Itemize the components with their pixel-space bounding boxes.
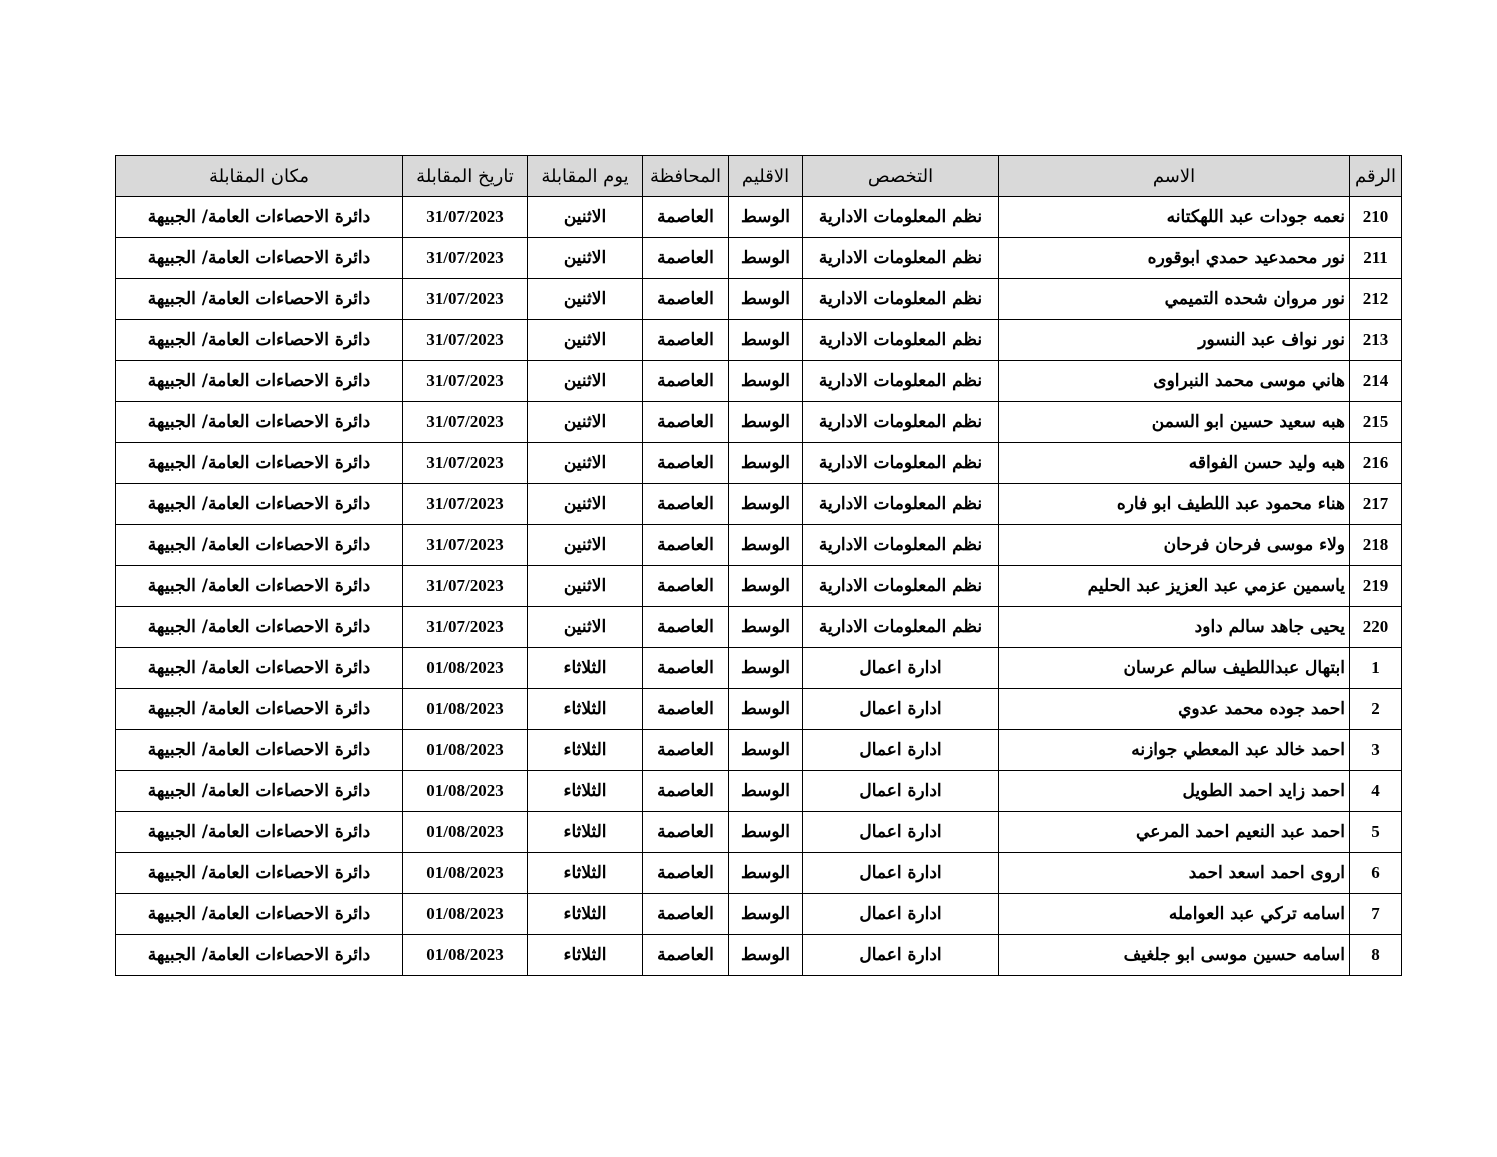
cell-name: احمد زايد احمد الطويل: [999, 771, 1350, 812]
header-region: الاقليم: [729, 156, 803, 197]
cell-region: الوسط: [729, 894, 803, 935]
cell-name: هناء محمود عبد اللطيف ابو فاره: [999, 484, 1350, 525]
header-row: [116, 156, 1402, 197]
cell-specialty: ادارة اعمال: [803, 812, 999, 853]
cell-day: الاثنين: [528, 484, 643, 525]
table-row: [116, 894, 1402, 935]
cell-date: 31/07/2023: [403, 320, 528, 361]
table-row: [116, 853, 1402, 894]
cell-num: 2: [1350, 689, 1402, 730]
cell-place: دائرة الاحصاءات العامة/ الجبيهة: [116, 566, 403, 607]
table-row: [116, 689, 1402, 730]
cell-governorate: العاصمة: [643, 812, 729, 853]
cell-day: الاثنين: [528, 525, 643, 566]
table-row: [116, 935, 1402, 976]
cell-governorate: العاصمة: [643, 484, 729, 525]
cell-governorate: العاصمة: [643, 320, 729, 361]
cell-date: 31/07/2023: [403, 402, 528, 443]
table-row: [116, 402, 1402, 443]
table-body: [116, 197, 1402, 976]
cell-governorate: العاصمة: [643, 402, 729, 443]
table-row: [116, 238, 1402, 279]
cell-governorate: العاصمة: [643, 853, 729, 894]
cell-place: دائرة الاحصاءات العامة/ الجبيهة: [116, 894, 403, 935]
cell-day: الاثنين: [528, 566, 643, 607]
cell-place: دائرة الاحصاءات العامة/ الجبيهة: [116, 197, 403, 238]
cell-day: الثلاثاء: [528, 812, 643, 853]
cell-num: 215: [1350, 402, 1402, 443]
cell-day: الثلاثاء: [528, 730, 643, 771]
cell-place: دائرة الاحصاءات العامة/ الجبيهة: [116, 238, 403, 279]
cell-region: الوسط: [729, 197, 803, 238]
cell-day: الاثنين: [528, 443, 643, 484]
cell-num: 4: [1350, 771, 1402, 812]
cell-region: الوسط: [729, 238, 803, 279]
cell-region: الوسط: [729, 525, 803, 566]
cell-name: نور نواف عبد النسور: [999, 320, 1350, 361]
cell-date: 01/08/2023: [403, 894, 528, 935]
cell-governorate: العاصمة: [643, 771, 729, 812]
cell-day: الثلاثاء: [528, 853, 643, 894]
cell-date: 01/08/2023: [403, 648, 528, 689]
cell-date: 31/07/2023: [403, 607, 528, 648]
cell-place: دائرة الاحصاءات العامة/ الجبيهة: [116, 853, 403, 894]
cell-specialty: نظم المعلومات الادارية: [803, 443, 999, 484]
cell-governorate: العاصمة: [643, 238, 729, 279]
cell-num: 214: [1350, 361, 1402, 402]
cell-specialty: نظم المعلومات الادارية: [803, 320, 999, 361]
cell-num: 7: [1350, 894, 1402, 935]
table-row: [116, 525, 1402, 566]
table-row: [116, 361, 1402, 402]
cell-governorate: العاصمة: [643, 648, 729, 689]
cell-place: دائرة الاحصاءات العامة/ الجبيهة: [116, 484, 403, 525]
cell-place: دائرة الاحصاءات العامة/ الجبيهة: [116, 320, 403, 361]
cell-name: هاني موسى محمد النبراوى: [999, 361, 1350, 402]
cell-name: نور محمدعيد حمدي ابوقوره: [999, 238, 1350, 279]
cell-name: نعمه جودات عبد اللهكتانه: [999, 197, 1350, 238]
header-place: مكان المقابلة: [116, 156, 403, 197]
table-row: [116, 730, 1402, 771]
cell-day: الاثنين: [528, 607, 643, 648]
cell-specialty: نظم المعلومات الادارية: [803, 484, 999, 525]
cell-specialty: نظم المعلومات الادارية: [803, 238, 999, 279]
cell-date: 01/08/2023: [403, 730, 528, 771]
table-row: [116, 197, 1402, 238]
cell-region: الوسط: [729, 648, 803, 689]
table-row: [116, 279, 1402, 320]
cell-region: الوسط: [729, 853, 803, 894]
table-row: [116, 771, 1402, 812]
cell-place: دائرة الاحصاءات العامة/ الجبيهة: [116, 935, 403, 976]
cell-date: 31/07/2023: [403, 279, 528, 320]
document-page: [115, 155, 1401, 976]
cell-place: دائرة الاحصاءات العامة/ الجبيهة: [116, 771, 403, 812]
cell-day: الاثنين: [528, 320, 643, 361]
cell-day: الاثنين: [528, 197, 643, 238]
cell-region: الوسط: [729, 566, 803, 607]
cell-date: 31/07/2023: [403, 525, 528, 566]
cell-region: الوسط: [729, 484, 803, 525]
table-header: [116, 156, 1402, 197]
table-row: [116, 648, 1402, 689]
cell-governorate: العاصمة: [643, 607, 729, 648]
interview-schedule-table: [115, 155, 1402, 976]
cell-specialty: نظم المعلومات الادارية: [803, 607, 999, 648]
cell-region: الوسط: [729, 935, 803, 976]
cell-num: 3: [1350, 730, 1402, 771]
cell-num: 210: [1350, 197, 1402, 238]
header-num: الرقم: [1350, 156, 1402, 197]
cell-specialty: نظم المعلومات الادارية: [803, 279, 999, 320]
cell-region: الوسط: [729, 279, 803, 320]
header-name: الاسم: [999, 156, 1350, 197]
cell-governorate: العاصمة: [643, 730, 729, 771]
cell-specialty: نظم المعلومات الادارية: [803, 566, 999, 607]
cell-place: دائرة الاحصاءات العامة/ الجبيهة: [116, 443, 403, 484]
cell-name: يحيى جاهد سالم داود: [999, 607, 1350, 648]
table-row: [116, 566, 1402, 607]
cell-specialty: ادارة اعمال: [803, 771, 999, 812]
cell-name: اروى احمد اسعد احمد: [999, 853, 1350, 894]
cell-name: ياسمين عزمي عبد العزيز عبد الحليم: [999, 566, 1350, 607]
cell-governorate: العاصمة: [643, 894, 729, 935]
cell-region: الوسط: [729, 443, 803, 484]
header-governorate: المحافظة: [643, 156, 729, 197]
cell-region: الوسط: [729, 402, 803, 443]
cell-region: الوسط: [729, 812, 803, 853]
cell-place: دائرة الاحصاءات العامة/ الجبيهة: [116, 648, 403, 689]
cell-name: احمد عبد النعيم احمد المرعي: [999, 812, 1350, 853]
cell-date: 01/08/2023: [403, 812, 528, 853]
header-day: يوم المقابلة: [528, 156, 643, 197]
cell-governorate: العاصمة: [643, 197, 729, 238]
cell-name: احمد جوده محمد عدوي: [999, 689, 1350, 730]
cell-num: 216: [1350, 443, 1402, 484]
table-row: [116, 320, 1402, 361]
cell-num: 6: [1350, 853, 1402, 894]
cell-place: دائرة الاحصاءات العامة/ الجبيهة: [116, 607, 403, 648]
cell-specialty: نظم المعلومات الادارية: [803, 402, 999, 443]
cell-region: الوسط: [729, 730, 803, 771]
cell-name: ولاء موسى فرحان فرحان: [999, 525, 1350, 566]
cell-place: دائرة الاحصاءات العامة/ الجبيهة: [116, 402, 403, 443]
cell-governorate: العاصمة: [643, 279, 729, 320]
cell-num: 212: [1350, 279, 1402, 320]
header-specialty: التخصص: [803, 156, 999, 197]
cell-name: هبه سعيد حسين ابو السمن: [999, 402, 1350, 443]
cell-num: 220: [1350, 607, 1402, 648]
cell-specialty: ادارة اعمال: [803, 853, 999, 894]
cell-region: الوسط: [729, 607, 803, 648]
cell-specialty: ادارة اعمال: [803, 689, 999, 730]
table-row: [116, 607, 1402, 648]
cell-num: 1: [1350, 648, 1402, 689]
cell-specialty: ادارة اعمال: [803, 648, 999, 689]
cell-specialty: ادارة اعمال: [803, 894, 999, 935]
cell-place: دائرة الاحصاءات العامة/ الجبيهة: [116, 812, 403, 853]
cell-date: 31/07/2023: [403, 238, 528, 279]
cell-day: الثلاثاء: [528, 689, 643, 730]
cell-day: الاثنين: [528, 361, 643, 402]
cell-region: الوسط: [729, 771, 803, 812]
cell-governorate: العاصمة: [643, 935, 729, 976]
cell-specialty: نظم المعلومات الادارية: [803, 525, 999, 566]
cell-num: 219: [1350, 566, 1402, 607]
cell-governorate: العاصمة: [643, 361, 729, 402]
cell-num: 211: [1350, 238, 1402, 279]
cell-day: الثلاثاء: [528, 771, 643, 812]
cell-day: الثلاثاء: [528, 648, 643, 689]
cell-date: 31/07/2023: [403, 566, 528, 607]
cell-name: اسامه حسين موسى ابو جلغيف: [999, 935, 1350, 976]
cell-num: 217: [1350, 484, 1402, 525]
cell-region: الوسط: [729, 320, 803, 361]
cell-date: 01/08/2023: [403, 771, 528, 812]
cell-date: 31/07/2023: [403, 197, 528, 238]
cell-governorate: العاصمة: [643, 689, 729, 730]
cell-place: دائرة الاحصاءات العامة/ الجبيهة: [116, 730, 403, 771]
cell-day: الثلاثاء: [528, 894, 643, 935]
cell-date: 31/07/2023: [403, 484, 528, 525]
cell-day: الاثنين: [528, 402, 643, 443]
cell-date: 01/08/2023: [403, 689, 528, 730]
table-row: [116, 443, 1402, 484]
cell-name: اسامه تركي عبد العوامله: [999, 894, 1350, 935]
cell-date: 31/07/2023: [403, 361, 528, 402]
header-date: تاريخ المقابلة: [403, 156, 528, 197]
cell-name: نور مروان شحده التميمي: [999, 279, 1350, 320]
cell-specialty: ادارة اعمال: [803, 730, 999, 771]
cell-day: الاثنين: [528, 238, 643, 279]
cell-day: الثلاثاء: [528, 935, 643, 976]
cell-name: احمد خالد عبد المعطي جوازنه: [999, 730, 1350, 771]
table-row: [116, 812, 1402, 853]
cell-day: الاثنين: [528, 279, 643, 320]
cell-date: 01/08/2023: [403, 935, 528, 976]
table-row: [116, 484, 1402, 525]
cell-specialty: نظم المعلومات الادارية: [803, 197, 999, 238]
cell-place: دائرة الاحصاءات العامة/ الجبيهة: [116, 525, 403, 566]
cell-name: ابتهال عبداللطيف سالم عرسان: [999, 648, 1350, 689]
cell-name: هبه وليد حسن الفواقه: [999, 443, 1350, 484]
cell-date: 31/07/2023: [403, 443, 528, 484]
cell-governorate: العاصمة: [643, 525, 729, 566]
cell-num: 213: [1350, 320, 1402, 361]
cell-date: 01/08/2023: [403, 853, 528, 894]
cell-num: 5: [1350, 812, 1402, 853]
cell-place: دائرة الاحصاءات العامة/ الجبيهة: [116, 279, 403, 320]
cell-region: الوسط: [729, 361, 803, 402]
cell-specialty: نظم المعلومات الادارية: [803, 361, 999, 402]
cell-region: الوسط: [729, 689, 803, 730]
cell-num: 218: [1350, 525, 1402, 566]
cell-governorate: العاصمة: [643, 566, 729, 607]
cell-governorate: العاصمة: [643, 443, 729, 484]
cell-specialty: ادارة اعمال: [803, 935, 999, 976]
cell-place: دائرة الاحصاءات العامة/ الجبيهة: [116, 361, 403, 402]
cell-num: 8: [1350, 935, 1402, 976]
cell-place: دائرة الاحصاءات العامة/ الجبيهة: [116, 689, 403, 730]
